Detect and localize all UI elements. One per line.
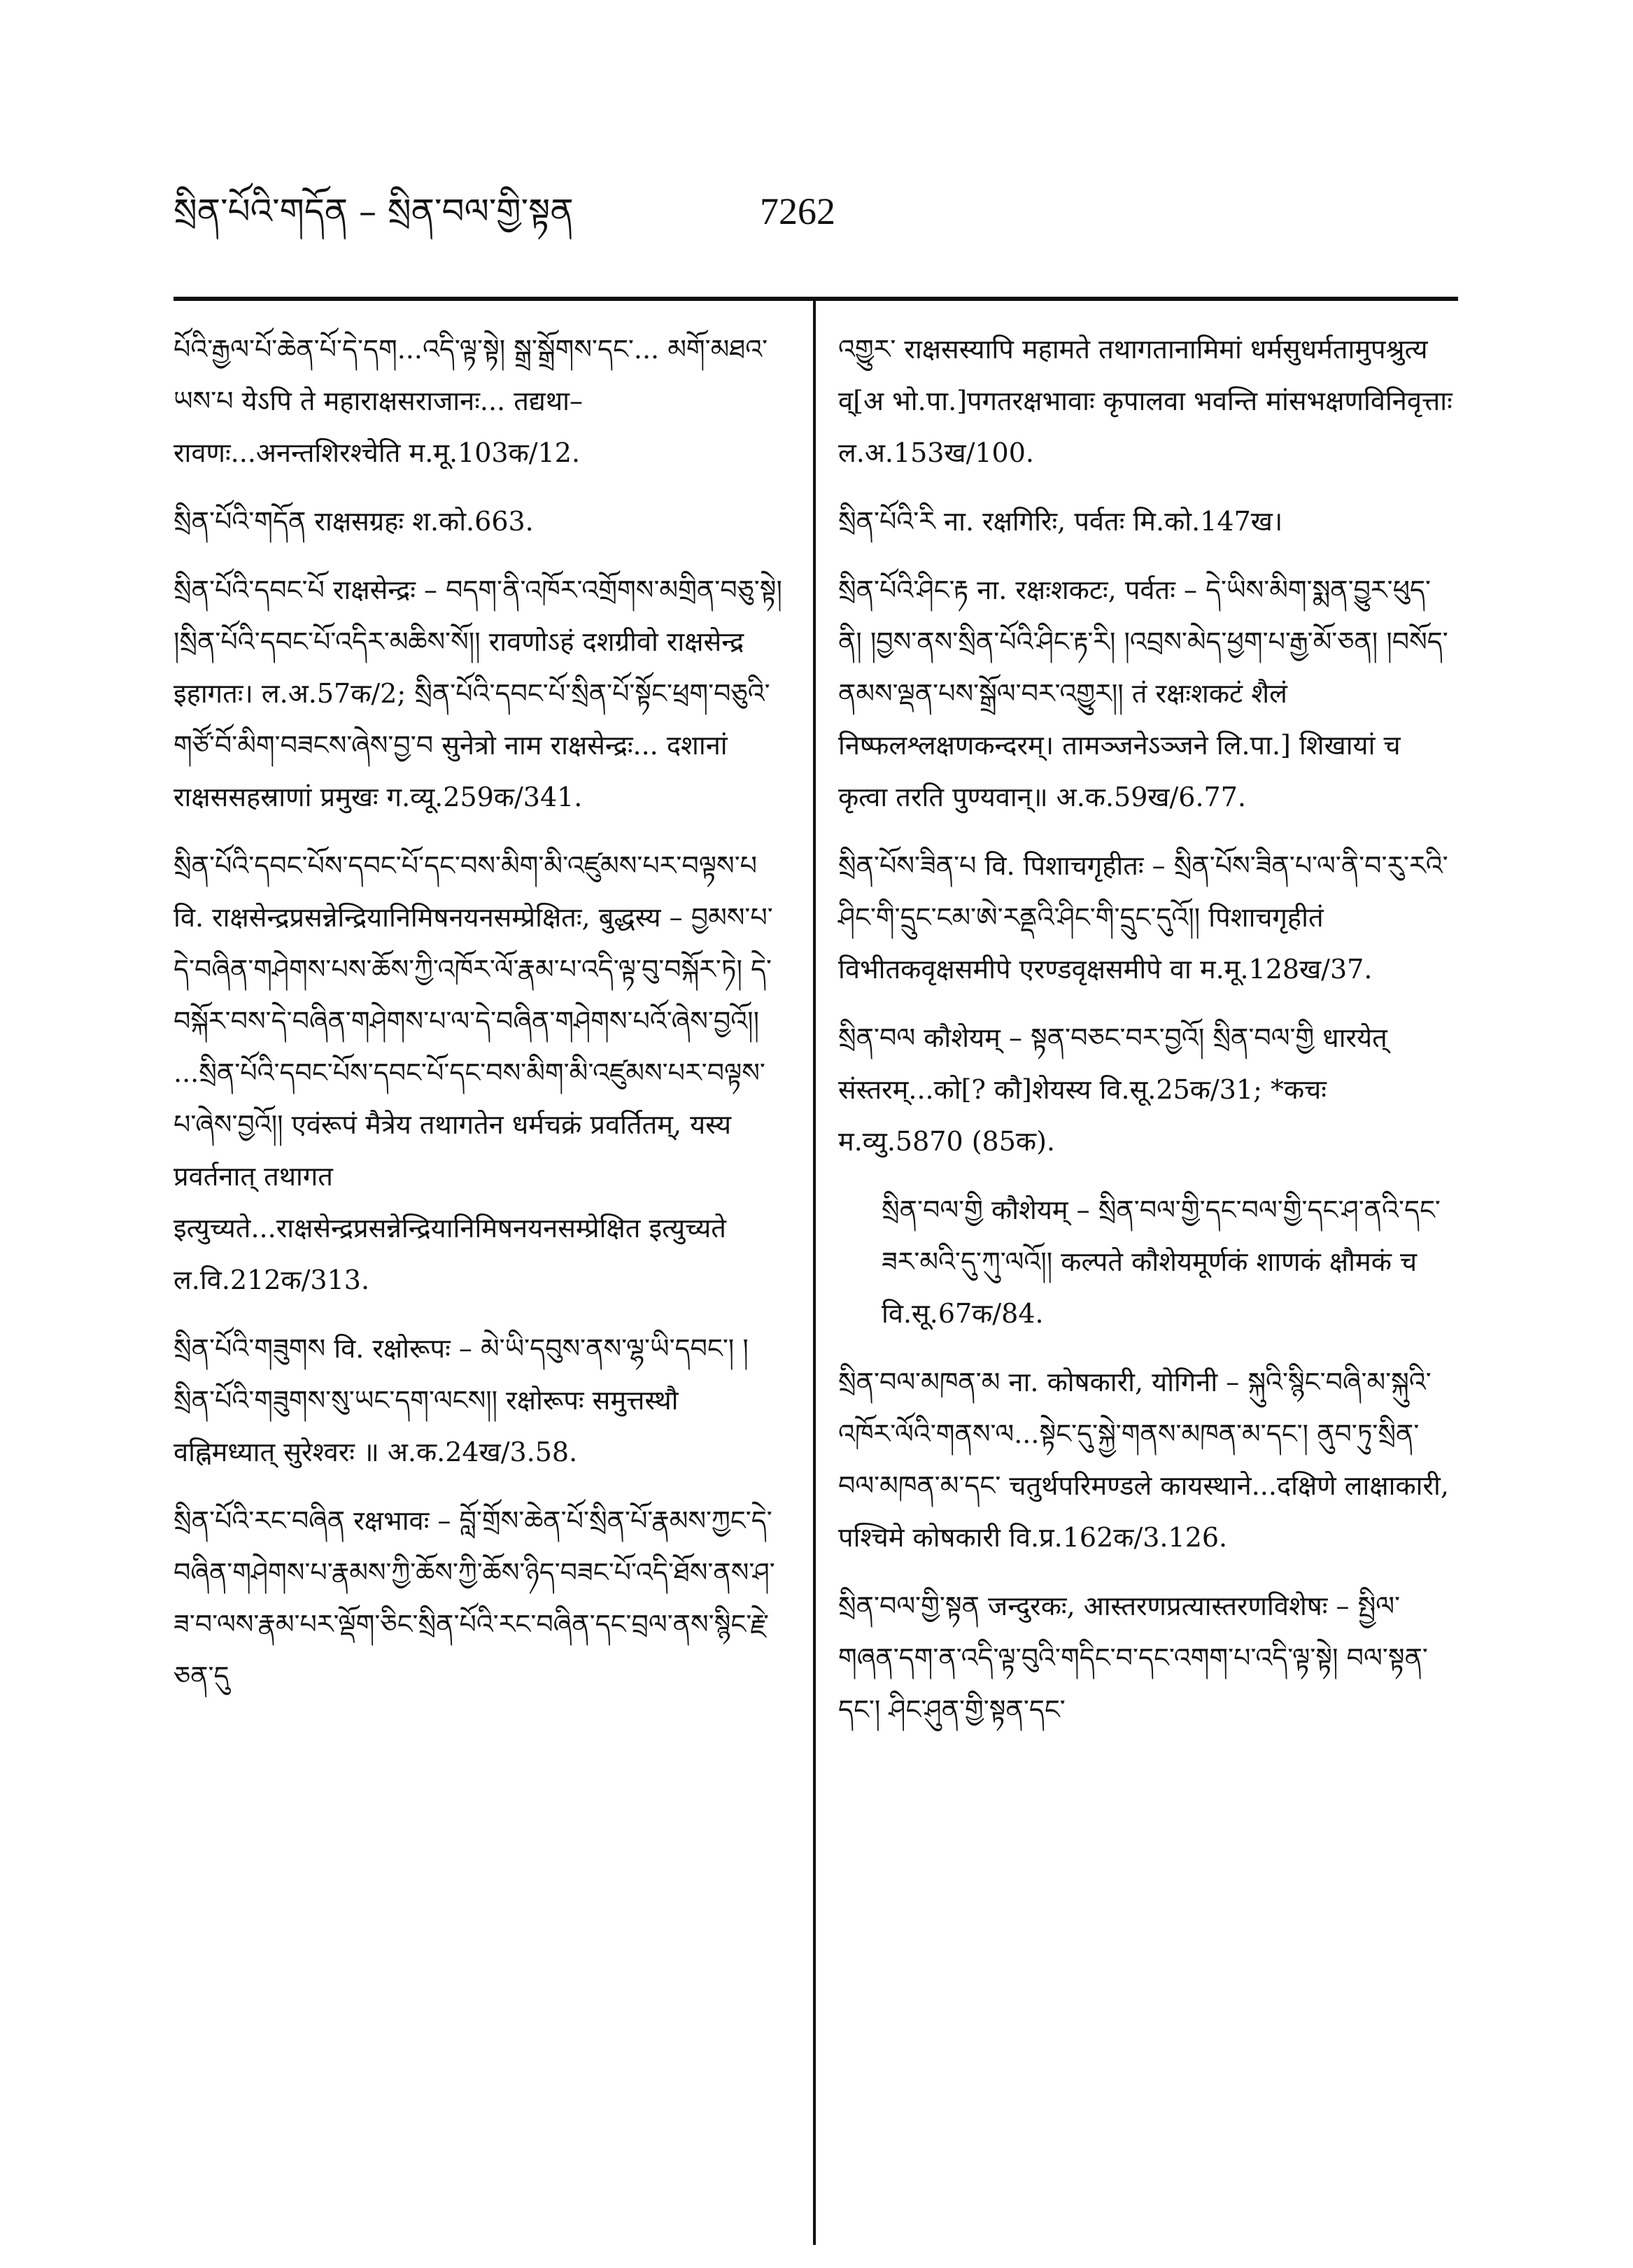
dictionary-entry: སྲིན་པོའི་རང་བཞིན रक्षभावः – བློ་གྲོས་ཆེན་པོ་སྲིན་པོ་རྣམས་ཀྱང་དེ་བཞིན་གཤེགས་པ་རྣམས་ཀྱི་ཆོས་ཀྱི་ཆོས་ཉིད་བཟང་པོ་འདི་ཐོས་ནས་ཤ་ཟ་བ་ལས་རྣམ་པར་ལྡོག་ཅིང་སྲིན་པོའི་རང་བཞིན་དང་བྲལ་ནས་སྙིང་རྗེ་ཅན་དུ xyxy=(174,1505,775,1691)
dictionary-entry: སྲིན་པོའི་ཤིང་རྟ ना. रक्षःशकटः, पर्वतः – དེ་ཡིས་མིག་སྨན་བྱུར་ཕུད་ནི། །བྱས་ནས་སྲིན་པོའི་ཤིང་རྟ་རི། །འབྲས་མེད་ཕྱག་པ་རྒྱ་མོ་ཅན། །བསོད་ནམས་ལྡན་པས་སྒྲོལ་བར་འགྱུར།། तं रक्षःशकटं शैलं निष्फलश्लक्षणकन्दरम्। तामञ्जनेऽञ्जने लि.पा.] शिखायां च कृत्वा तरति पुण्यवान्॥ अ.क.59ख/6.77. xyxy=(838,575,1448,812)
page-number: 7262 xyxy=(760,190,835,232)
right-column xyxy=(838,323,1454,1752)
dictionary-entry: སྲིན་བལ་མཁན་མ ना. कोषकारी, योगिनी – སྐུའི་སྙིང་བཞི་མ་སྐུའི་འཁོར་ལོའི་གནས་ལ...སྟེང་དུ་སྐྱེ་གནས་མཁན་མ་དང་། ནུབ་ཏུ་སྲིན་བལ་མཁན་མ་དང་ चतुर्थपरिमण्डले कायस्थाने...दक्षिणे लाक्षाकारी, पश्चिमे कोषकारी वि.प्र.162क/3.126. xyxy=(838,1367,1449,1553)
left-column xyxy=(174,323,782,1719)
dictionary-entry: སྲིན་པོས་ཟིན་པ वि. पिशाचगृहीतः – སྲིན་པོས་ཟིན་པ་ལ་ནི་བ་རུ་རའི་ཤིང་གི་དྲུང་ངམ་ཨེ་རནྡའི་ཤིང་གི་དྲུང་དུའོ།། पिशाचगृहीतं विभीतकवृक्षसमीपे एरण्डवृक्षसमीपे वा म.मू.128ख/37. xyxy=(838,850,1448,985)
column-divider xyxy=(813,300,816,2245)
dictionary-entry: པོའི་རྒྱལ་པོ་ཆེན་པོ་དེ་དག...འདི་ལྟ་སྟེ། སྒྲ་སྒྲོགས་དང་... མགོ་མཐའ་ཡས་པ येऽपि ते महाराक्षसराजानः... तद्यथा–रावणः...अनन्तशिरश्चेति म.मू.103क/12. xyxy=(174,334,768,468)
dictionary-entry: སྲིན་བལ་གྱི་སྟན जन्दुरकः, आस्तरणप्रत्यास्तरणविशेषः – སྤྱིལ་གཞན་དག་ན་འདི་ལྟ་བུའི་གདིང་བ་དང་འགག་པ་འདི་ལྟ་སྟེ། བལ་སྟན་དང་། ཤིང་ཤུན་གྱི་སྟན་དང་ xyxy=(838,1591,1428,1725)
dictionary-entry: འགྱུར་ राक्षसस्यापि महामते तथागतानामिमां धर्मसुधर्मतामुपश्रुत्य व्[अ भो.पा.]पगतरक्षभावाः कृपालवा भवन्ति मांसभक्षणविनिवृत्ताः ल.अ.153ख/100. xyxy=(838,334,1452,468)
dictionary-entry: སྲིན་པོའི་དབང་པོ राक्षसेन्द्रः – བདག་ནི་འཁོར་འགྲོགས་མགྲིན་བཅུ་སྟེ། །སྲིན་པོའི་དབང་པོ་འདིར་མཆིས་སོ།། रावणोऽहं दशग्रीवो राक्षसेन्द्र इहागतः। ल.अ.57क/2; སྲིན་པོའི་དབང་པོ་སྲིན་པོ་སྟོང་ཕྲག་བཅུའི་གཙོ་བོ་མིག་བཟངས་ཞེས་བྱ་བ सुनेत्रो नाम राक्षसेन्द्रः... दशानां राक्षससहस्राणां प्रमुखः ग.व्यू.259क/341. xyxy=(174,575,782,812)
dictionary-entry: སྲིན་བལ कौशेयम् – སྟན་བཅང་བར་བྱའོ། སྲིན་བལ་གྱི धारयेत् संस्तरम्...को[? कौ]शेयस्य वि.सू.25क/31; *कचः म.व्यु.5870 (85क). xyxy=(838,1022,1387,1157)
dictionary-subentry: སྲིན་བལ་གྱི कौशेयम् – སྲིན་བལ་གྱི་དང་བལ་གྱི་དང་ཤ་ནའི་དང་ཟར་མའི་དུ་ཀུ་ལའོ།། कल्पते कौशेयमूर्णकं शाणकं क्षौमकं च वि.सू.67क/84. xyxy=(882,1195,1441,1329)
dictionary-entry: སྲིན་པོའི་གཟུགས वि. रक्षोरूपः – མེ་ཡི་དབུས་ནས་ལྷ་ཡི་དབང་། །སྲིན་པོའི་གཟུགས་སུ་ཡང་དག་ལངས།། रक्षोरूपः समुत्तस्थौ वह्निमध्यात् सुरेश्वरः ॥ अ.क.24ख/3.58. xyxy=(174,1333,749,1467)
dictionary-entry: སྲིན་པོའི་གདོན राक्षसग्रहः श.को.663. xyxy=(174,506,534,537)
header-rule xyxy=(174,297,1458,301)
dictionary-entry: སྲིན་པོའི་དབང་པོས་དབང་པོ་དང་བས་མིག་མི་འཛུམས་པར་བལྟས་པ वि. राक्षसेन्द्रप्रसन्नेन्द्रियानिमिषनयनसम्प्रेक्षितः, बुद्धस्य – བྱམས་པ་དེ་བཞིན་གཤེགས་པས་ཆོས་ཀྱི་འཁོར་ལོ་རྣམ་པ་འདི་ལྟ་བུ་བསྐོར་ཏེ། དེ་བསྐོར་བས་དེ་བཞིན་གཤེགས་པ་ལ་དེ་བཞིན་གཤེགས་པའོ་ཞེས་བྱའོ།། ...སྲིན་པོའི་དབང་པོས་དབང་པོ་དང་བས་མིག་མི་འཛུམས་པར་བལྟས་པ་ཞེས་བྱའོ།། एवंरूपं मैत्रेय तथागतेन धर्मचक्रं प्रवर्तितम्, यस्य प्रवर्तनात् तथागत इत्युच्यते...राक्षसेन्द्रप्रसन्नेन्द्रियानिमिषनयनसम्प्रेक्षित इत्युच्यते ल.वि.212क/313. xyxy=(174,850,773,1295)
running-title: སྲིན་པོའི་གདོན – སྲིན་བལ་གྱི་སྟན xyxy=(174,191,574,232)
dictionary-entry: སྲིན་པོའི་རི ना. रक्षगिरिः, पर्वतः मि.को.147ख। xyxy=(838,506,1283,537)
